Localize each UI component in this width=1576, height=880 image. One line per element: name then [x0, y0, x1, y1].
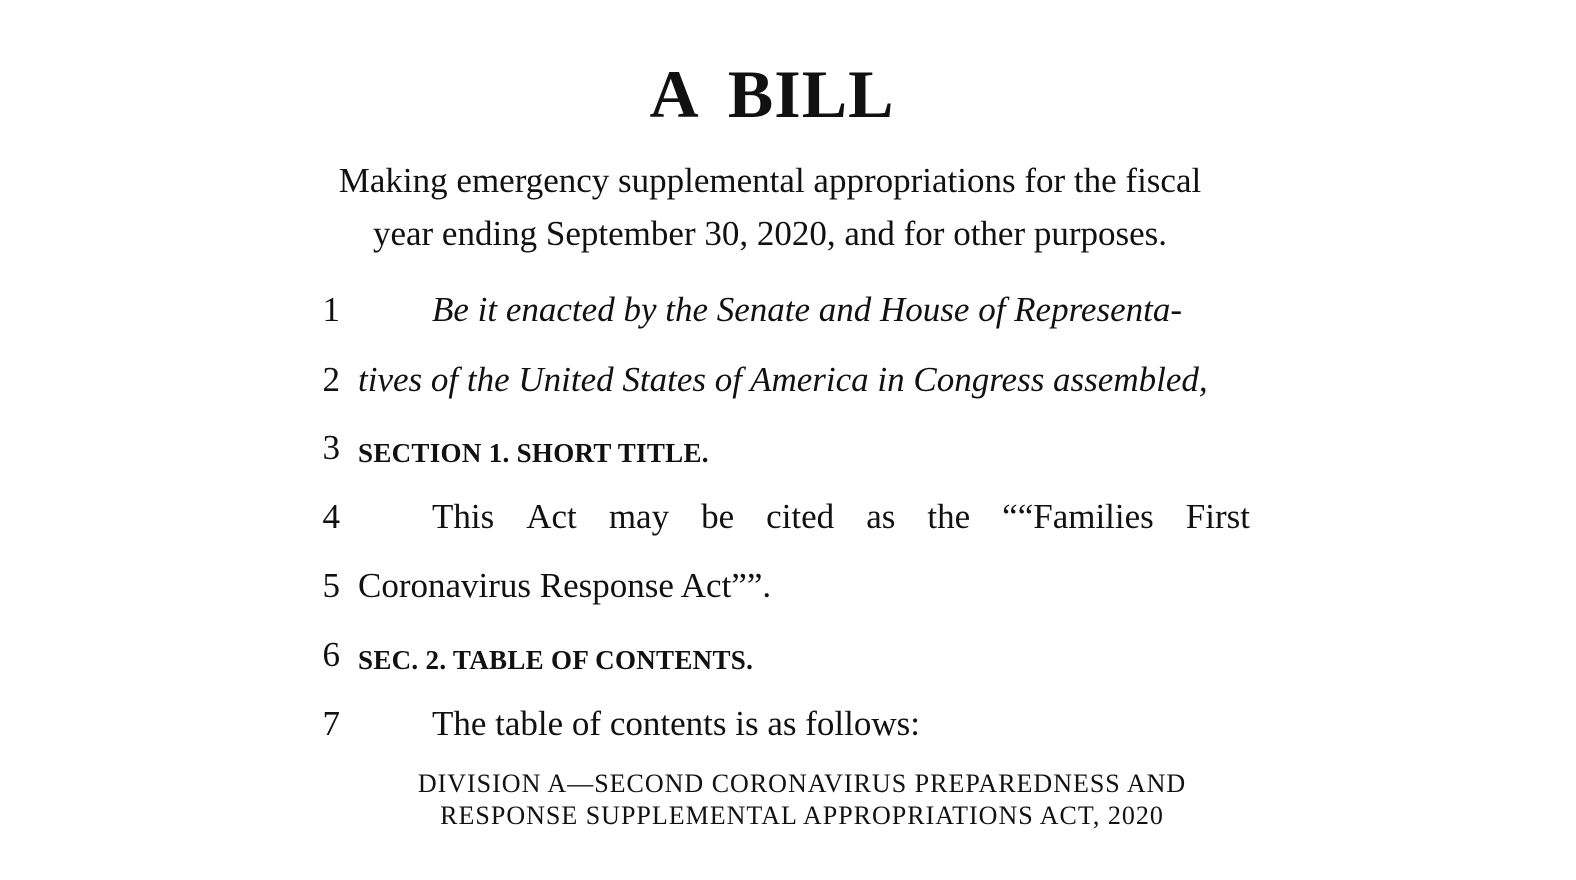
word: as	[866, 497, 896, 536]
word: may	[608, 497, 670, 536]
line-number: 4	[322, 497, 340, 536]
section-heading: SEC. 2. TABLE OF CONTENTS.	[358, 645, 754, 675]
word: be	[701, 497, 735, 536]
bill-line-1	[300, 290, 1250, 350]
bill-line-3	[300, 428, 1250, 488]
division-line-2: RESPONSE SUPPLEMENTAL APPROPRIATIONS ACT, 2020	[440, 801, 1164, 830]
enacting-clause-part-1: Be it enacted by the Senate and House of Representa-	[432, 290, 1182, 329]
subtitle-line-1: Making emergency supplemental appropriations for the fiscal	[338, 161, 1202, 200]
word: Act	[526, 497, 577, 536]
line-number: 3	[322, 428, 340, 467]
division-line-1: DIVISION A—SECOND CORONAVIRUS PREPAREDNESS AND	[417, 769, 1187, 798]
bill-line-7	[300, 704, 1250, 764]
bill-line-2	[300, 360, 1250, 420]
line-number: 5	[322, 566, 340, 605]
bill-subtitle	[270, 154, 1270, 260]
toc-intro-text: The table of contents is as follows:	[432, 704, 920, 743]
division-heading	[270, 768, 1334, 832]
section-heading: SECTION 1. SHORT TITLE.	[358, 438, 709, 468]
short-title-text-cont: Coronavirus Response Act””.	[358, 566, 772, 605]
subtitle-line-2: year ending September 30, 2020, and for other purposes.	[372, 214, 1168, 253]
word: First	[1185, 497, 1250, 536]
line-number: 6	[322, 635, 340, 674]
enacting-clause-part-2: tives of the United States of America in Congress assembled,	[358, 360, 1208, 399]
word: the	[927, 497, 971, 536]
line-number: 7	[322, 704, 340, 743]
bill-title: A BILL	[649, 56, 895, 132]
bill-line-6	[300, 635, 1250, 695]
line-number: 2	[322, 360, 340, 399]
word: This	[432, 497, 495, 536]
word: ““Families	[1002, 497, 1154, 536]
short-title-text	[358, 497, 1250, 537]
line-number: 1	[322, 290, 340, 329]
bill-line-5	[300, 566, 1250, 626]
word: cited	[766, 497, 835, 536]
bill-line-4	[300, 497, 1250, 557]
